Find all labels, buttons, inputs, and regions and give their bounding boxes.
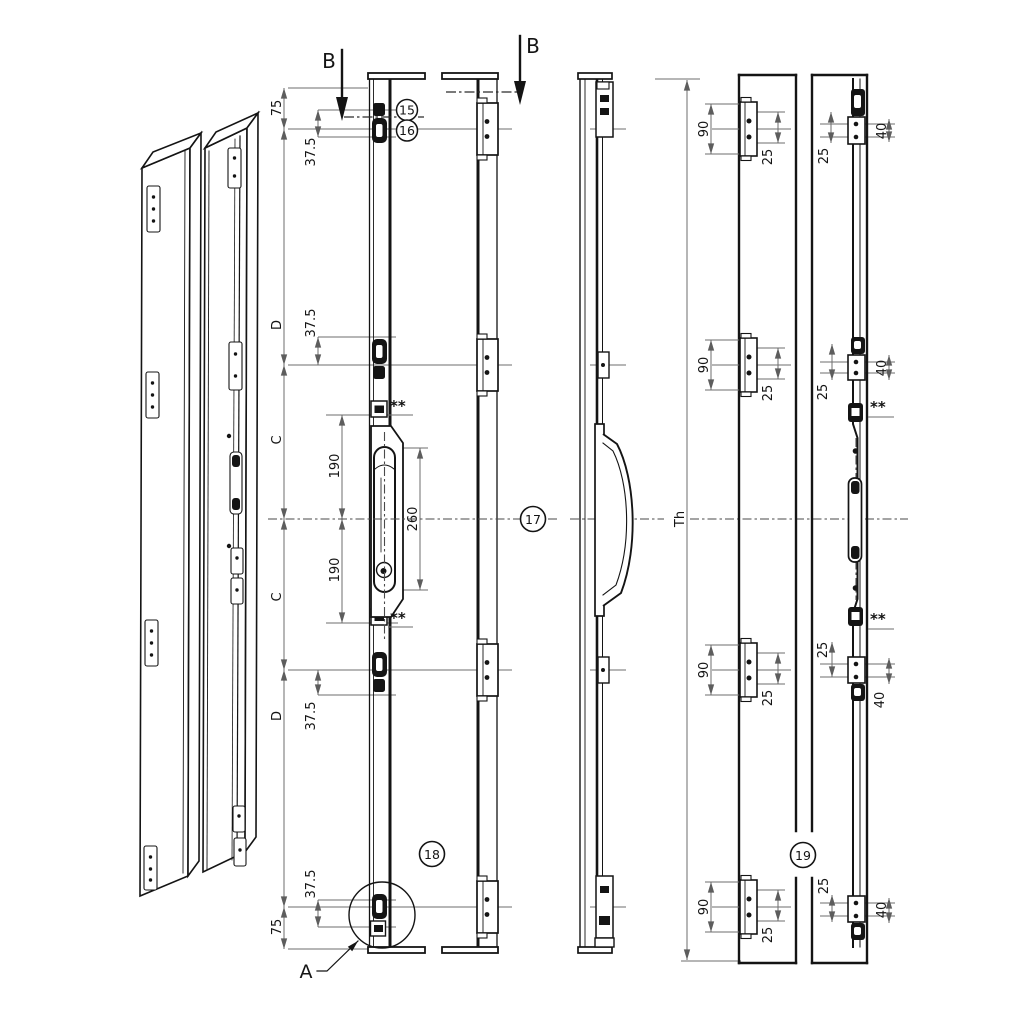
- dim-25: 25: [817, 877, 832, 895]
- dim-C-bottom: C: [270, 592, 285, 602]
- dim-25: 25: [816, 383, 831, 401]
- star-note: **: [390, 397, 406, 415]
- dim-25: 25: [761, 148, 776, 166]
- detail-label: A: [299, 961, 313, 983]
- side-view: [578, 73, 633, 953]
- star-note: **: [390, 609, 406, 627]
- frame-rail: [442, 73, 498, 953]
- balloon-19-label: 19: [795, 847, 811, 863]
- star-note: **: [870, 610, 886, 628]
- dim-40: 40: [875, 122, 890, 140]
- dim-D-top: D: [270, 319, 285, 331]
- star-note: **: [870, 398, 886, 416]
- dim-40: 40: [873, 691, 888, 709]
- dim-D-bottom: D: [270, 710, 285, 722]
- balloon-15-label: 15: [399, 102, 415, 118]
- dim-90: 90: [697, 356, 712, 374]
- section-line-bb: [322, 34, 540, 121]
- rail-gearbox: [849, 478, 862, 562]
- dim-25: 25: [761, 689, 776, 707]
- dim-37-5-r4: 37.5: [304, 869, 319, 899]
- balloon-18-label: 18: [424, 846, 440, 862]
- dim-90: 90: [697, 661, 712, 679]
- dim-37-5-r2: 37.5: [304, 308, 319, 338]
- dim-25: 25: [816, 641, 831, 659]
- balloon-16-label: 16: [399, 123, 415, 138]
- dim-25: 25: [761, 926, 776, 944]
- section-arrow-right: [514, 81, 526, 105]
- dim-90: 90: [697, 898, 712, 916]
- dim-37-5-r3: 37.5: [304, 701, 319, 731]
- handle-front: [371, 426, 403, 640]
- front-view: [270, 34, 540, 983]
- dim-25: 25: [761, 384, 776, 402]
- frame-dimensions: [697, 104, 778, 943]
- frame-brackets: [705, 98, 791, 939]
- dim-190-top: 190: [328, 453, 343, 479]
- dim-75-top: 75: [270, 99, 285, 117]
- dim-37-5-r1: 37.5: [304, 137, 319, 167]
- dim-25: 25: [817, 147, 832, 165]
- dim-90: 90: [697, 120, 712, 138]
- section-label-right: B: [526, 34, 540, 58]
- handle-side: [595, 424, 633, 616]
- keeper-plates: [477, 98, 498, 938]
- dim-40: 40: [875, 901, 890, 919]
- dim-C-top: C: [270, 435, 285, 445]
- section-label-left: B: [322, 49, 336, 73]
- dim-75-bottom: 75: [270, 918, 285, 936]
- dim-Th: Th: [673, 510, 688, 528]
- dim-260: 260: [406, 506, 421, 532]
- height-dimension: [655, 79, 741, 961]
- dim-40: 40: [875, 359, 890, 377]
- dim-190-bottom: 190: [328, 557, 343, 583]
- balloon-17-label: 17: [525, 511, 541, 527]
- isometric-view: [140, 113, 258, 896]
